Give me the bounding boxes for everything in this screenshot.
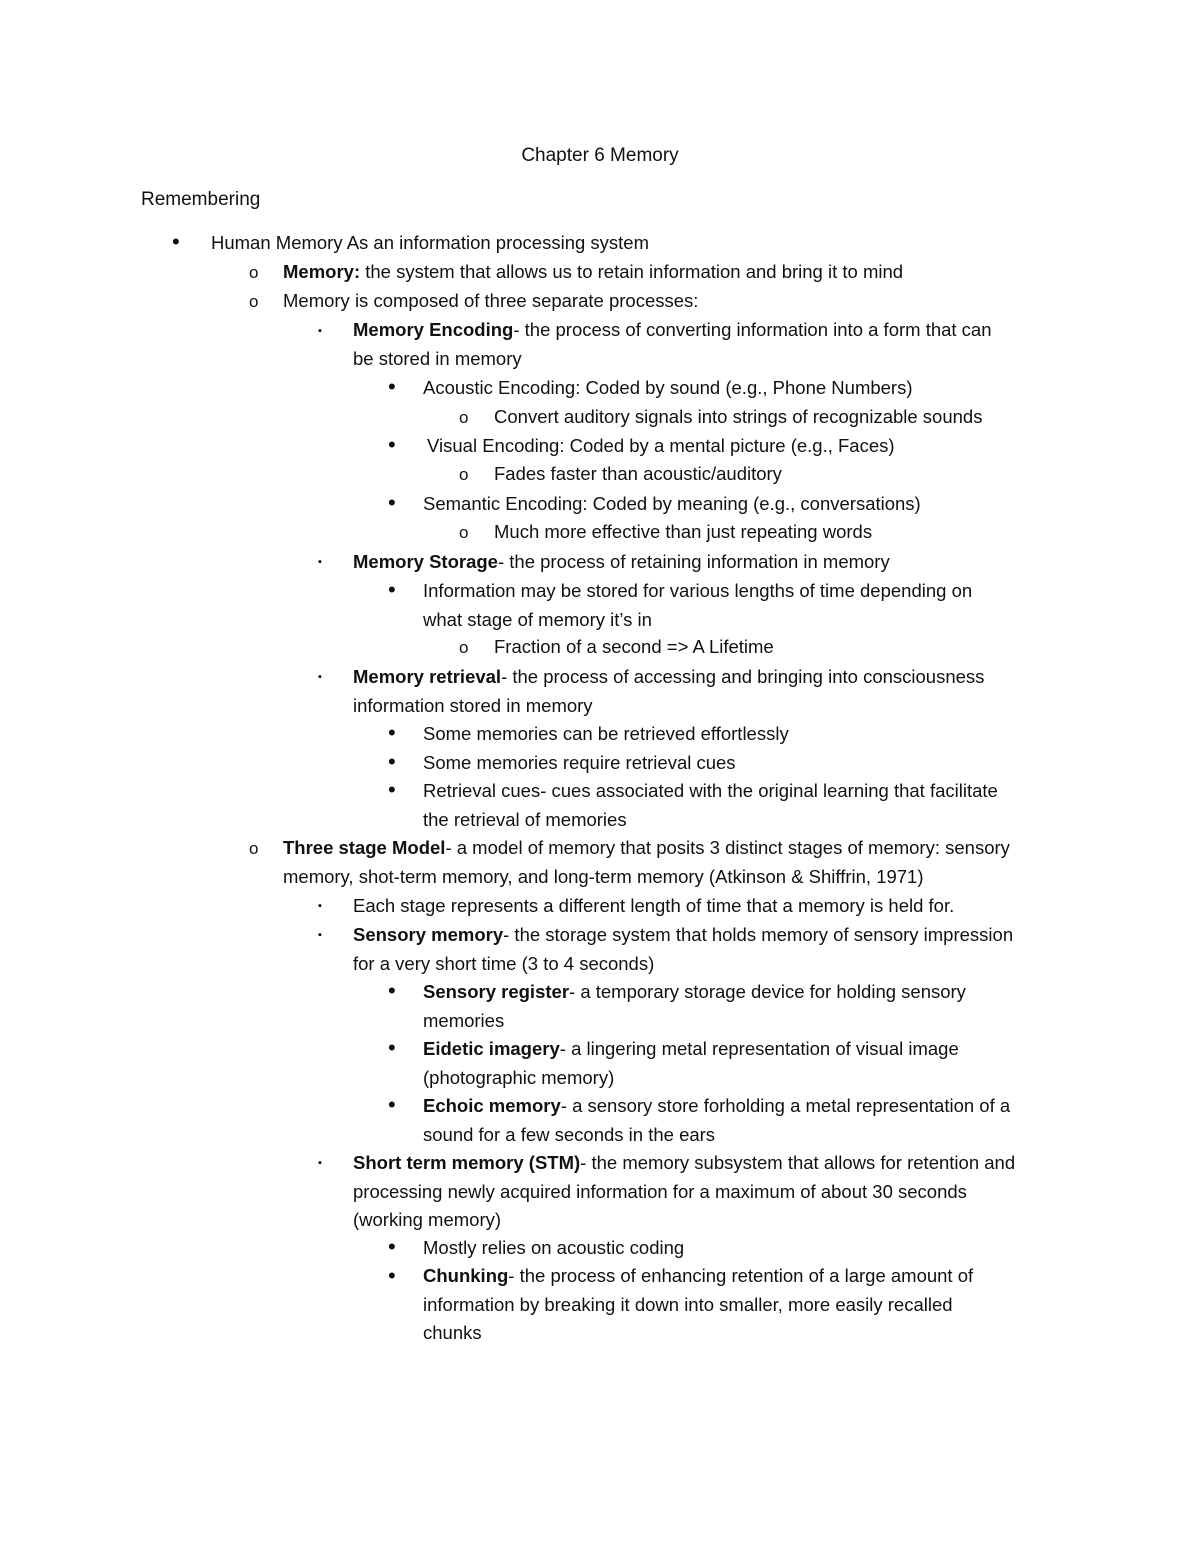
list-item: Each stage represents a different length of time that a memory is held for. (353, 895, 955, 916)
circle-marker: o (459, 408, 469, 427)
circle-marker: o (249, 839, 259, 858)
list-item: Some memories can be retrieved effortlessly (423, 723, 789, 744)
bullet-marker: • (388, 1263, 396, 1288)
list-item: Memory is composed of three separate processes: (283, 290, 699, 311)
square-marker: ▪ (318, 1157, 322, 1169)
square-marker: ▪ (318, 325, 322, 337)
list-item: Fades faster than acoustic/auditory (494, 463, 782, 484)
list-item: Echoic memory- a sensory store forholding a metal representation of a sound for a few seconds in the ears (423, 1095, 1011, 1145)
list-item: Convert auditory signals into strings of recognizable sounds (494, 406, 983, 427)
circle-marker: o (249, 292, 259, 311)
square-marker: ▪ (318, 900, 322, 912)
bullet-marker: • (388, 1234, 396, 1259)
list-item: Human Memory As an information processing system (211, 232, 650, 253)
bullet-marker: • (388, 577, 396, 602)
section-heading: Remembering (141, 189, 261, 210)
square-marker: ▪ (318, 671, 322, 683)
square-marker: ▪ (318, 929, 322, 941)
bullet-marker: • (388, 374, 396, 399)
list-item: Visual Encoding: Coded by a mental picture (e.g., Faces) (427, 435, 895, 456)
bullet-marker: • (388, 978, 396, 1003)
bullet-marker: • (388, 1092, 396, 1117)
list-item: Retrieval cues- cues associated with the original learning that facilitate the retrieval of memories (423, 780, 998, 830)
list-item: Acoustic Encoding: Coded by sound (e.g., Phone Numbers) (423, 377, 913, 398)
circle-marker: o (459, 523, 469, 542)
square-marker: ▪ (318, 556, 322, 568)
bullet-marker: • (172, 229, 180, 254)
list-item: Fraction of a second => A Lifetime (494, 636, 774, 657)
list-item: Sensory register- a temporary storage device for holding sensory memories (423, 981, 966, 1031)
list-item: Mostly relies on acoustic coding (423, 1237, 685, 1258)
bullet-marker: • (388, 777, 396, 802)
bullet-marker: • (388, 432, 396, 457)
bullet-marker: • (388, 720, 396, 745)
bullet-marker: • (388, 490, 396, 515)
list-item: Chunking- the process of enhancing retention of a large amount of information by breaking it down into smaller, more easily recalled chunks (423, 1265, 974, 1344)
page-title: Chapter 6 Memory (521, 145, 679, 166)
list-item: Short term memory (STM)- the memory subsystem that allows for retention and processing newly acquired information for a maximum of about 30 seconds (working memory) (353, 1152, 1016, 1231)
list-item: Information may be stored for various lengths of time depending on what stage of memory it’s in (423, 580, 973, 630)
list-item: Three stage Model- a model of memory that posits 3 distinct stages of memory: sensory memory, shot-term memory, and long-term memory (Atkinson & Shiffrin, 1971) (283, 837, 1010, 887)
list-item: Memory Storage- the process of retaining information in memory (353, 551, 890, 572)
list-item: Much more effective than just repeating words (494, 521, 873, 542)
bullet-marker: • (388, 1035, 396, 1060)
circle-marker: o (459, 638, 469, 657)
list-item: Some memories require retrieval cues (423, 752, 736, 773)
list-item: Memory: the system that allows us to retain information and bring it to mind (283, 261, 904, 282)
list-item: Semantic Encoding: Coded by meaning (e.g., conversations) (423, 493, 921, 514)
list-item: Memory Encoding- the process of converting information into a form that can be stored in memory (353, 319, 992, 369)
circle-marker: o (459, 465, 469, 484)
circle-marker: o (249, 263, 259, 282)
list-item: Sensory memory- the storage system that holds memory of sensory impression for a very short time (3 to 4 seconds) (353, 924, 1014, 974)
list-item: Eidetic imagery- a lingering metal representation of visual image (photographic memory) (423, 1038, 959, 1088)
bullet-marker: • (388, 749, 396, 774)
list-item: Memory retrieval- the process of accessing and bringing into consciousness information stored in memory (353, 666, 985, 716)
